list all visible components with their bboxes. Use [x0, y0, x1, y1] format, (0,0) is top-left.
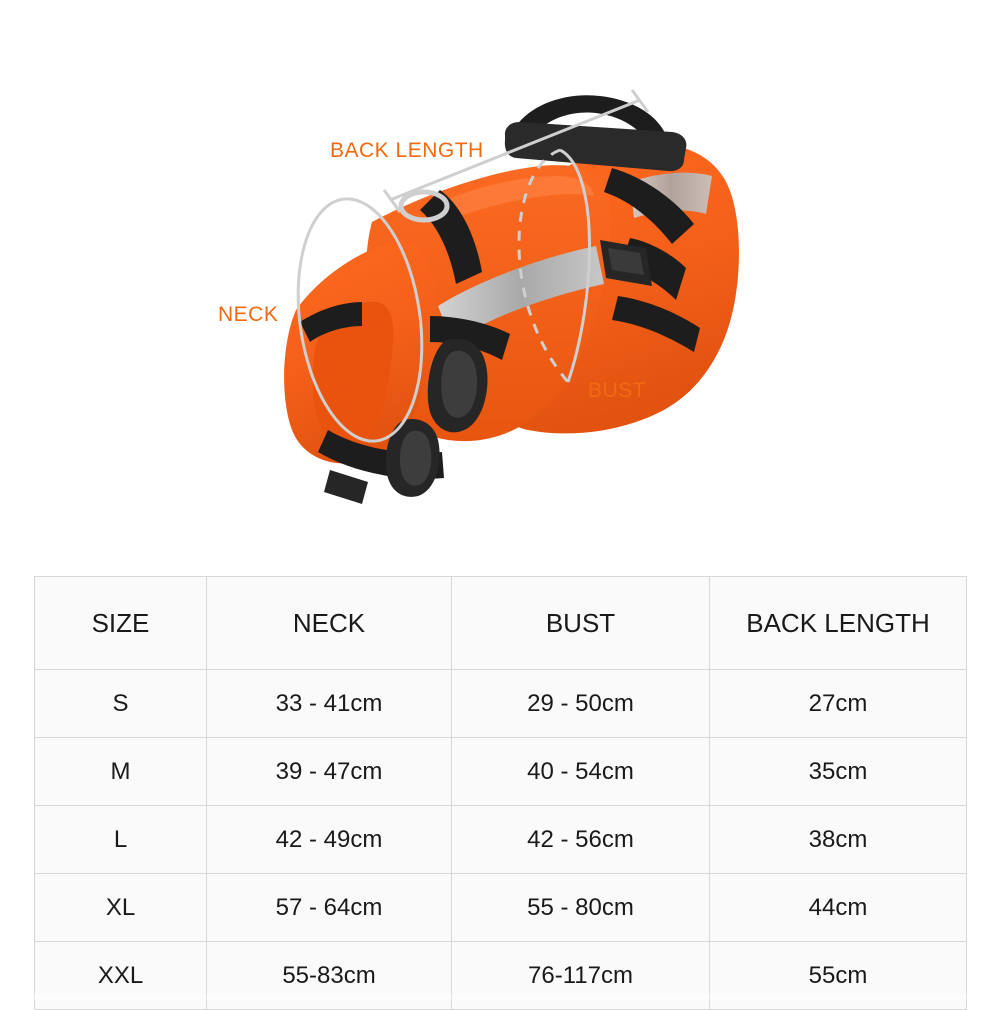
cell-bust: 55 - 80cm [452, 874, 710, 942]
column-header-neck: NECK [207, 577, 452, 670]
cell-neck: 39 - 47cm [207, 738, 452, 806]
table-header-row [35, 577, 967, 670]
cell-back-length: 55cm [710, 942, 967, 1010]
cell-bust: 42 - 56cm [452, 806, 710, 874]
carry-handle [505, 95, 687, 171]
column-header-size: SIZE [35, 577, 207, 670]
size-chart-table [34, 576, 967, 1010]
cell-neck: 33 - 41cm [207, 670, 452, 738]
callout-neck: NECK [218, 303, 279, 326]
cell-size: XXL [35, 942, 207, 1010]
column-header-back-length: BACK LENGTH [710, 577, 967, 670]
cell-neck: 57 - 64cm [207, 874, 452, 942]
callout-bust: BUST [588, 379, 647, 402]
cell-bust: 29 - 50cm [452, 670, 710, 738]
cell-back-length: 38cm [710, 806, 967, 874]
column-header-bust: BUST [452, 577, 710, 670]
cell-back-length: 44cm [710, 874, 967, 942]
cell-neck: 42 - 49cm [207, 806, 452, 874]
cell-neck: 55-83cm [207, 942, 452, 1010]
cell-size: L [35, 806, 207, 874]
cell-bust: 40 - 54cm [452, 738, 710, 806]
table-row [35, 738, 967, 806]
table-row [35, 670, 967, 738]
cell-size: S [35, 670, 207, 738]
table-row [35, 874, 967, 942]
table-row [35, 806, 967, 874]
cell-bust: 76-117cm [452, 942, 710, 1010]
cell-back-length: 35cm [710, 738, 967, 806]
cell-back-length: 27cm [710, 670, 967, 738]
cell-size: M [35, 738, 207, 806]
bottom-edge-fade [0, 994, 1000, 1000]
cell-size: XL [35, 874, 207, 942]
callout-back-length: BACK LENGTH [330, 139, 484, 162]
